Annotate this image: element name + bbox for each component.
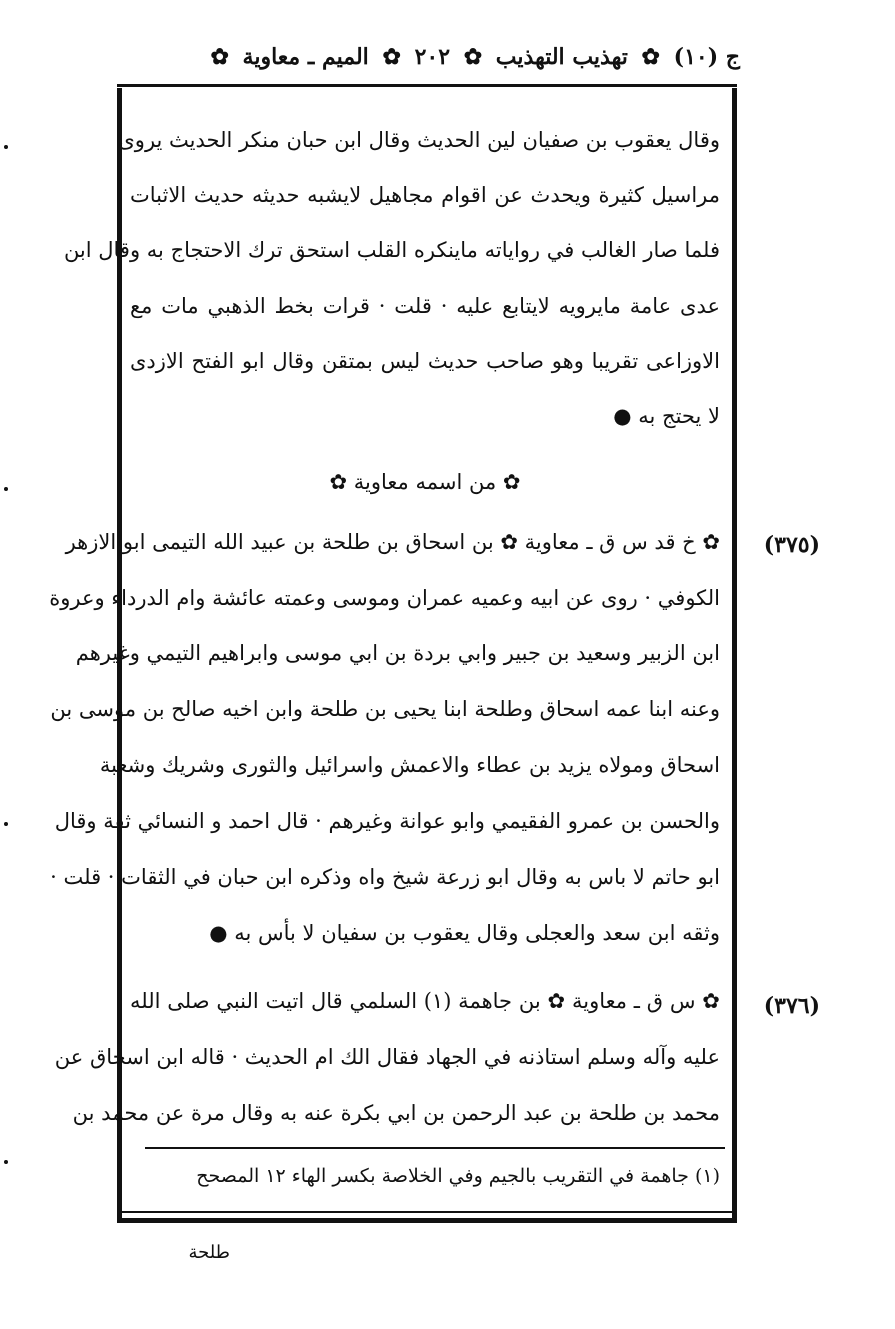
text-line: وقال يعقوب بن صفيان لين الحديث وقال ابن حبان منكر الحديث يروى xyxy=(118,128,720,152)
section-label: الميم ـ معاوية xyxy=(242,44,369,70)
running-header xyxy=(100,44,740,80)
ornament-icon: ✿ xyxy=(382,44,401,70)
section-heading: ✿ من اسمه معاوية ✿ xyxy=(329,470,521,494)
text-line: وثقه ابن سعد والعجلى وقال يعقوب بن سفيان لا بأس به ● xyxy=(209,921,720,945)
book-title: تهذيب التهذيب xyxy=(495,44,628,70)
text-line: والحسن بن عمرو الفقيمي وابو عوانة وغيرهم · قال احمد و النسائي ثقة وقال xyxy=(54,809,720,833)
catchword: طلحة xyxy=(188,1242,230,1263)
margin-mark xyxy=(4,145,8,149)
volume-label: ج (١٠) xyxy=(673,44,740,70)
text-line: فلما صار الغالب في رواياته ماينكره القلب استحق ترك الاحتجاج به وقال ابن xyxy=(63,238,720,262)
footnote-rule xyxy=(145,1147,725,1149)
margin-mark xyxy=(4,487,8,491)
text-line: وعنه ابنا عمه اسحاق وطلحة ابنا يحيى بن طلحة وابن اخيه صالح بن موسى بن xyxy=(50,697,720,721)
entry-number: (٣٧٥) xyxy=(763,532,820,558)
ornament-icon: ✿ xyxy=(641,44,660,70)
margin-mark xyxy=(4,1160,8,1164)
frame-bottom-rule xyxy=(117,1211,737,1213)
footnote: (١) جاهمة في التقريب بالجيم وفي الخلاصة بكسر الهاء ١٢ المصحح xyxy=(196,1165,720,1187)
ornament-icon: ✿ xyxy=(210,44,229,70)
text-line: ابن الزبير وسعيد بن جبير وابي بردة بن ابي موسى وابراهيم التيمي وغيرهم xyxy=(75,641,720,665)
text-line: لا يحتج به ● xyxy=(613,404,720,428)
text-line: عليه وآله وسلم استاذنه في الجهاد فقال الك ام الحديث · قاله ابن اسحاق عن xyxy=(54,1045,720,1069)
text-line: الاوزاعى تقريبا وهو صاحب حديث ليس بمتقن وقال ابو الفتح الازدى xyxy=(130,349,720,373)
margin-mark xyxy=(4,822,8,826)
text-line: عدى عامة مايرويه لايتابع عليه · قلت · قرات بخط الذهبي مات مع xyxy=(130,294,720,318)
ornament-icon: ✿ xyxy=(463,44,483,70)
text-line: محمد بن طلحة بن عبد الرحمن بن ابي بكرة عنه به وقال مرة عن محمد بن xyxy=(72,1101,720,1125)
text-line: اسحاق ومولاه يزيد بن عطاء والاعمش واسرائيل والثورى وشريك وشعبة xyxy=(99,753,720,777)
text-line: ابو حاتم لا باس به وقال ابو زرعة شيخ واه وذكره ابن حبان في الثقات · قلت · xyxy=(50,865,720,889)
entry-number: (٣٧٦) xyxy=(763,993,820,1019)
page-number: ٢٠٢ xyxy=(414,44,451,70)
text-line: ✿ س ق ـ معاوية ✿ بن جاهمة (١) السلمي قال اتيت النبي صلى الله xyxy=(130,989,721,1013)
text-line: ✿ خ قد س ق ـ معاوية ✿ بن اسحاق بن طلحة بن عبيد الله التيمى ابو الازهر xyxy=(65,530,720,554)
text-line: الكوفي · روى عن ابيه وعميه عمران وموسى وعمته عائشة وام الدرداء وعروة xyxy=(49,586,720,610)
frame-top-rule xyxy=(117,84,737,87)
text-line: مراسيل كثيرة ويحدث عن اقوام مجاهيل لايشبه حديثه حديث الاثبات xyxy=(130,183,720,207)
frame-bottom-rule-thick xyxy=(117,1218,737,1223)
